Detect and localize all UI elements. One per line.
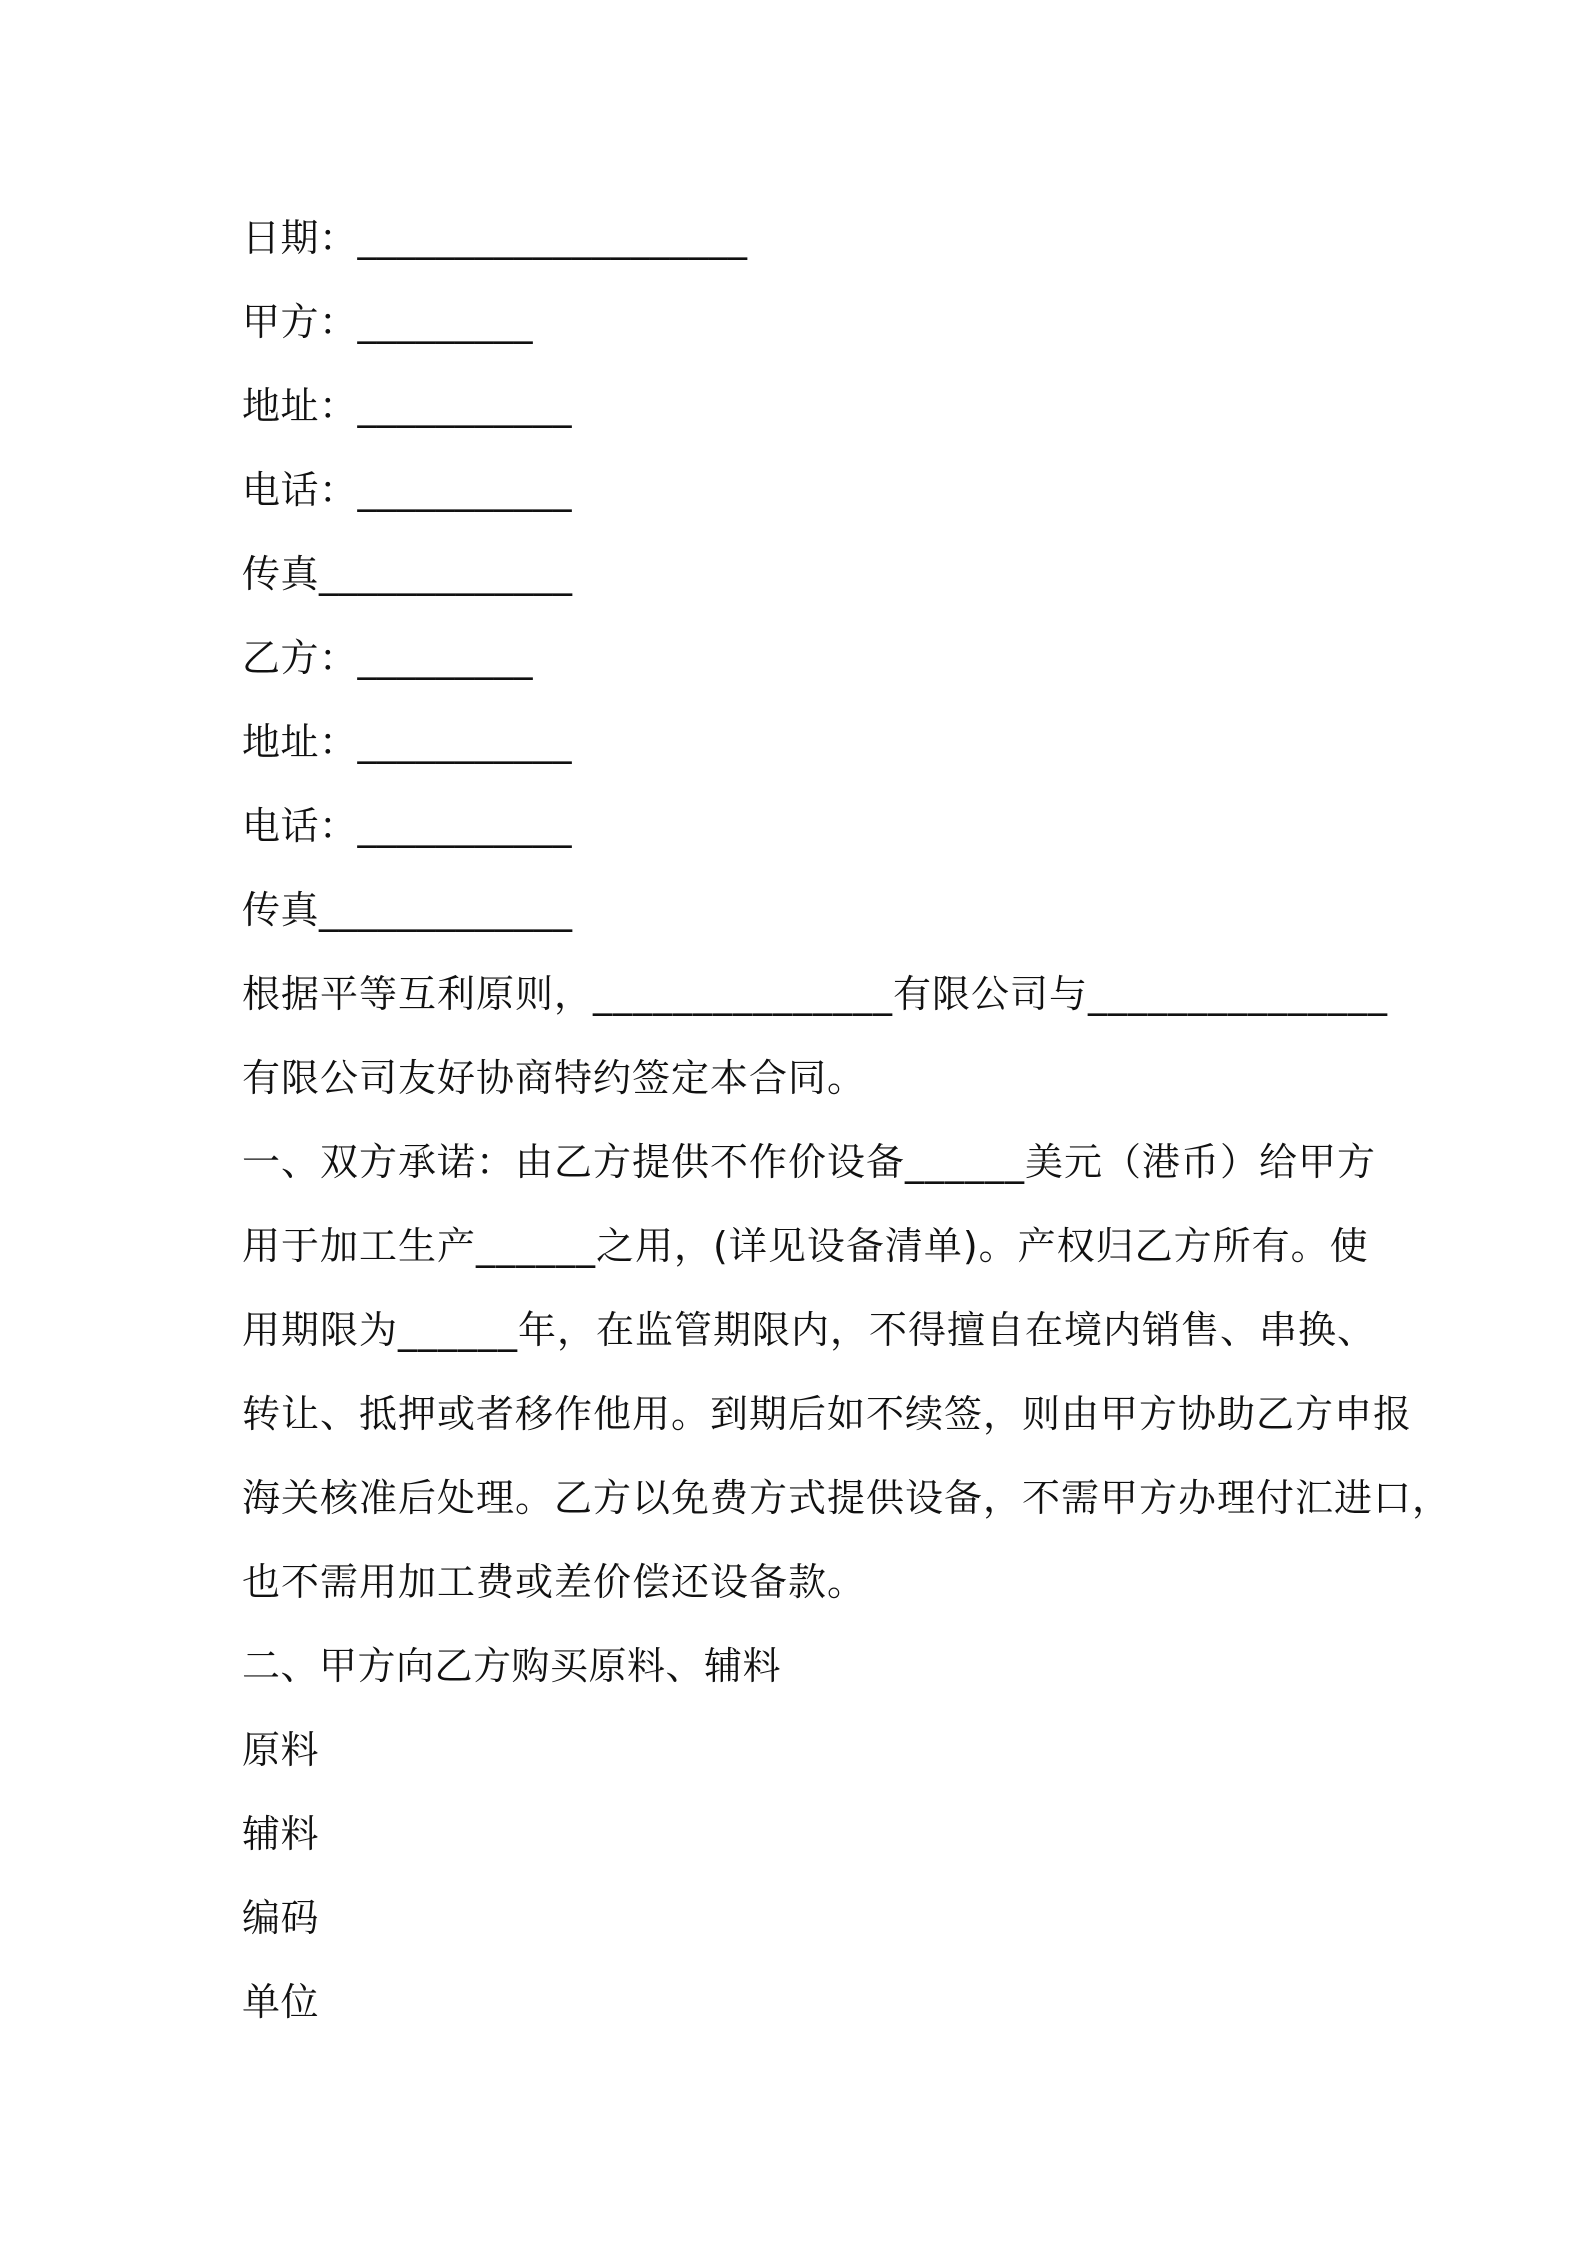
section-1-line: 用于加工生产______之用，(详见设备清单)。产权归乙方所有。使 xyxy=(242,1224,1369,1268)
contract-body xyxy=(242,196,1452,2044)
section-1-line: 也不需用加工费或差价偿还设备款。 xyxy=(242,1560,867,1604)
auxiliary-material-item: 辅料 xyxy=(242,1812,320,1856)
party-a-address-field: 地址：___________ xyxy=(242,384,573,428)
party-b-address-field: 地址：___________ xyxy=(242,720,573,764)
party-b-phone-field: 电话：___________ xyxy=(242,804,573,848)
section-2-heading: 二、甲方向乙方购买原料、辅料 xyxy=(242,1644,782,1688)
section-1-line: 转让、抵押或者移作他用。到期后如不续签，则由甲方协助乙方申报 xyxy=(242,1392,1413,1436)
party-a-name-field: 甲方：_________ xyxy=(242,300,534,344)
intro-line: 根据平等互利原则，_______________有限公司与_______________ xyxy=(242,972,1389,1016)
date-field: 日期：____________________ xyxy=(242,216,748,260)
section-2-items xyxy=(242,1708,1362,2044)
party-a-fax-field: 传真_____________ xyxy=(242,552,573,596)
party-b-name-field: 乙方：_________ xyxy=(242,636,534,680)
party-a-phone-field: 电话：___________ xyxy=(242,468,573,512)
party-b-fax-field: 传真_____________ xyxy=(242,888,573,932)
code-item: 编码 xyxy=(242,1896,320,1940)
section-1-line: 用期限为______年，在监管期限内，不得擅自在境内销售、串换、 xyxy=(242,1308,1377,1352)
unit-item: 单位 xyxy=(242,1980,320,2024)
section-1-line: 海关核准后处理。乙方以免费方式提供设备，不需甲方办理付汇进口， xyxy=(242,1476,1452,1520)
intro-line: 有限公司友好协商特约签定本合同。 xyxy=(242,1056,867,1100)
party-info-fields xyxy=(242,196,1362,952)
raw-material-item: 原料 xyxy=(242,1728,320,1772)
section-1-line: 一、双方承诺：由乙方提供不作价设备______美元（港币）给甲方 xyxy=(242,1140,1377,1184)
section-1-paragraph xyxy=(242,1120,1452,1624)
intro-paragraph xyxy=(242,952,1389,1120)
